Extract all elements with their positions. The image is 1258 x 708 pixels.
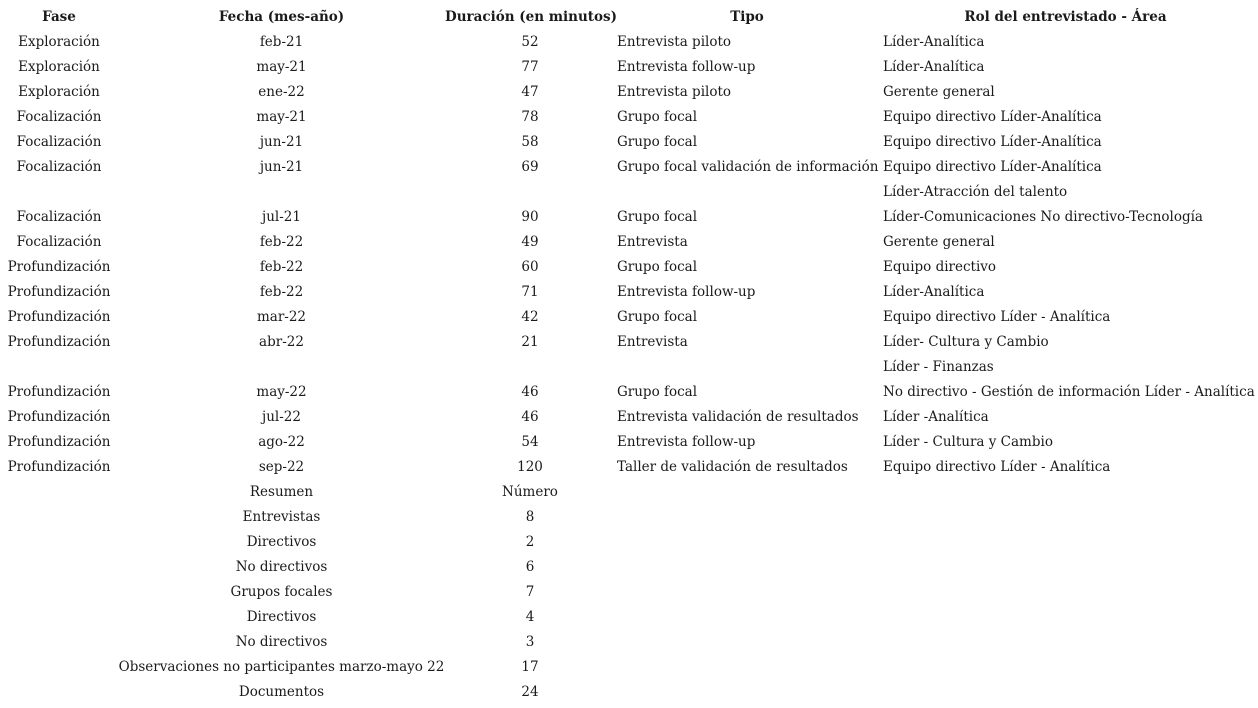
cell-tipo bbox=[617, 355, 879, 380]
cell-duracion: 46 bbox=[521, 384, 539, 400]
cell-rol: Equipo directivo bbox=[883, 259, 997, 275]
cell-fase: Profundización bbox=[7, 284, 111, 300]
cell-rol: Líder - Finanzas bbox=[883, 359, 994, 375]
table-row bbox=[0, 280, 1258, 305]
cell-duracion: 90 bbox=[521, 209, 539, 225]
cell-fase: Focalización bbox=[16, 134, 102, 150]
cell-fecha bbox=[118, 355, 445, 380]
cell-fase: Profundización bbox=[7, 409, 111, 425]
summary-value: 4 bbox=[525, 609, 535, 625]
cell-fecha: may-21 bbox=[256, 59, 307, 75]
summary-value: 24 bbox=[521, 684, 539, 700]
cell-fecha: jul-21 bbox=[262, 209, 301, 225]
table-row bbox=[0, 180, 1258, 205]
cell-fecha: feb-22 bbox=[259, 284, 304, 300]
summary-row bbox=[0, 655, 1258, 680]
cell-rol: Equipo directivo Líder - Analítica bbox=[883, 459, 1111, 475]
summary-label: Entrevistas bbox=[242, 509, 321, 525]
cell-fase bbox=[0, 355, 118, 380]
header-fase: Fase bbox=[42, 9, 76, 25]
cell-duracion: 42 bbox=[521, 309, 539, 325]
cell-tipo: Entrevista validación de resultados bbox=[617, 409, 859, 425]
header-tipo: Tipo bbox=[730, 9, 764, 25]
cell-tipo bbox=[617, 180, 879, 205]
cell-rol: Líder -Analítica bbox=[883, 409, 989, 425]
cell-tipo: Entrevista bbox=[617, 234, 688, 250]
cell-fecha: feb-22 bbox=[259, 234, 304, 250]
cell-fase: Profundización bbox=[7, 259, 111, 275]
cell-rol: Líder- Cultura y Cambio bbox=[883, 334, 1049, 350]
cell-fecha: sep-22 bbox=[258, 459, 305, 475]
summary-value: 7 bbox=[525, 584, 535, 600]
cell-duracion: 71 bbox=[521, 284, 539, 300]
cell-fecha: ene-22 bbox=[258, 84, 305, 100]
cell-fecha: abr-22 bbox=[259, 334, 304, 350]
cell-duracion: 47 bbox=[521, 84, 539, 100]
cell-tipo: Grupo focal bbox=[617, 309, 698, 325]
summary-row bbox=[0, 605, 1258, 630]
summary-label: No directivos bbox=[235, 634, 328, 650]
summary-header-value: Número bbox=[502, 484, 558, 500]
summary-value: 17 bbox=[521, 659, 539, 675]
cell-fase: Profundización bbox=[7, 309, 111, 325]
cell-fase: Profundización bbox=[7, 459, 111, 475]
summary-section bbox=[0, 480, 1258, 705]
cell-fecha bbox=[118, 180, 445, 205]
summary-row bbox=[0, 530, 1258, 555]
cell-tipo: Grupo focal validación de información bbox=[617, 159, 879, 175]
table-row bbox=[0, 430, 1258, 455]
summary-label: Directivos bbox=[246, 534, 317, 550]
cell-fase: Exploración bbox=[18, 34, 100, 50]
cell-fase: Profundización bbox=[7, 434, 111, 450]
summary-label: Documentos bbox=[238, 684, 325, 700]
cell-tipo: Grupo focal bbox=[617, 209, 698, 225]
cell-duracion: 58 bbox=[521, 134, 539, 150]
cell-fase: Focalización bbox=[16, 109, 102, 125]
cell-rol: Líder-Analítica bbox=[883, 284, 985, 300]
header-rol: Rol del entrevistado - Área bbox=[964, 9, 1167, 25]
cell-fase bbox=[0, 180, 118, 205]
cell-fecha: jun-21 bbox=[259, 159, 304, 175]
cell-tipo: Entrevista bbox=[617, 334, 688, 350]
summary-label: No directivos bbox=[235, 559, 328, 575]
cell-duracion: 78 bbox=[521, 109, 539, 125]
cell-rol: Líder-Analítica bbox=[883, 59, 985, 75]
cell-rol: Equipo directivo Líder-Analítica bbox=[883, 134, 1102, 150]
cell-rol: Equipo directivo Líder - Analítica bbox=[883, 309, 1111, 325]
cell-fecha: feb-21 bbox=[259, 34, 304, 50]
table-row bbox=[0, 255, 1258, 280]
cell-tipo: Entrevista follow-up bbox=[617, 434, 756, 450]
table-row bbox=[0, 80, 1258, 105]
table-row bbox=[0, 305, 1258, 330]
summary-value: 6 bbox=[525, 559, 535, 575]
table-row bbox=[0, 30, 1258, 55]
cell-duracion: 52 bbox=[521, 34, 539, 50]
cell-duracion bbox=[445, 180, 615, 205]
cell-fecha: mar-22 bbox=[256, 309, 307, 325]
summary-value: 8 bbox=[525, 509, 535, 525]
summary-header-row bbox=[0, 480, 1258, 505]
cell-fecha: feb-22 bbox=[259, 259, 304, 275]
cell-fase: Profundización bbox=[7, 334, 111, 350]
cell-duracion: 77 bbox=[521, 59, 539, 75]
cell-duracion: 69 bbox=[521, 159, 539, 175]
table-header bbox=[0, 5, 1258, 30]
header-fecha: Fecha (mes-año) bbox=[218, 9, 345, 25]
cell-rol: Equipo directivo Líder-Analítica bbox=[883, 159, 1102, 175]
cell-rol: Equipo directivo Líder-Analítica bbox=[883, 109, 1102, 125]
table-row bbox=[0, 130, 1258, 155]
summary-value: 2 bbox=[525, 534, 535, 550]
summary-row bbox=[0, 630, 1258, 655]
summary-row bbox=[0, 680, 1258, 705]
cell-fecha: may-21 bbox=[256, 109, 307, 125]
summary-header-label: Resumen bbox=[249, 484, 314, 500]
summary-row bbox=[0, 555, 1258, 580]
cell-duracion: 120 bbox=[517, 459, 543, 475]
table-row bbox=[0, 330, 1258, 355]
cell-fase: Focalización bbox=[16, 234, 102, 250]
table-row bbox=[0, 155, 1258, 180]
cell-tipo: Taller de validación de resultados bbox=[617, 459, 848, 475]
cell-rol: Líder - Cultura y Cambio bbox=[883, 434, 1053, 450]
cell-tipo: Grupo focal bbox=[617, 134, 698, 150]
cell-fase: Exploración bbox=[18, 84, 100, 100]
cell-fecha: jun-21 bbox=[259, 134, 304, 150]
interview-table bbox=[0, 5, 1258, 705]
table-row bbox=[0, 55, 1258, 80]
cell-duracion: 49 bbox=[521, 234, 539, 250]
cell-fase: Profundización bbox=[7, 384, 111, 400]
table-row bbox=[0, 355, 1258, 380]
summary-row bbox=[0, 505, 1258, 530]
cell-fecha: ago-22 bbox=[258, 434, 305, 450]
cell-duracion: 54 bbox=[521, 434, 539, 450]
cell-tipo: Entrevista follow-up bbox=[617, 284, 756, 300]
cell-duracion: 46 bbox=[521, 409, 539, 425]
cell-tipo: Entrevista piloto bbox=[617, 34, 732, 50]
cell-tipo: Entrevista follow-up bbox=[617, 59, 756, 75]
summary-body bbox=[0, 505, 1258, 705]
summary-label: Directivos bbox=[246, 609, 317, 625]
cell-duracion: 60 bbox=[521, 259, 539, 275]
summary-row bbox=[0, 580, 1258, 605]
cell-fase: Focalización bbox=[16, 159, 102, 175]
cell-tipo: Grupo focal bbox=[617, 259, 698, 275]
cell-rol: Líder-Analítica bbox=[883, 34, 985, 50]
table-row bbox=[0, 380, 1258, 405]
summary-label: Grupos focales bbox=[230, 584, 333, 600]
cell-duracion: 21 bbox=[521, 334, 539, 350]
table-row bbox=[0, 405, 1258, 430]
cell-rol: No directivo - Gestión de información Líder - Analítica bbox=[883, 384, 1255, 400]
cell-rol: Gerente general bbox=[883, 234, 995, 250]
header-duracion: Duración (en minutos) bbox=[445, 9, 618, 25]
cell-rol: Líder-Comunicaciones No directivo-Tecnología bbox=[883, 209, 1203, 225]
table-row bbox=[0, 455, 1258, 480]
table-row bbox=[0, 230, 1258, 255]
table-row bbox=[0, 105, 1258, 130]
cell-duracion bbox=[445, 355, 615, 380]
cell-rol: Gerente general bbox=[883, 84, 995, 100]
cell-tipo: Grupo focal bbox=[617, 384, 698, 400]
cell-tipo: Entrevista piloto bbox=[617, 84, 732, 100]
cell-fecha: may-22 bbox=[256, 384, 307, 400]
table-body bbox=[0, 30, 1258, 480]
cell-fase: Focalización bbox=[16, 209, 102, 225]
summary-value: 3 bbox=[525, 634, 535, 650]
cell-tipo: Grupo focal bbox=[617, 109, 698, 125]
cell-fase: Exploración bbox=[18, 59, 100, 75]
cell-fecha: jul-22 bbox=[262, 409, 301, 425]
summary-label: Observaciones no participantes marzo-mayo 22 bbox=[118, 659, 445, 675]
table-row bbox=[0, 205, 1258, 230]
cell-rol: Líder-Atracción del talento bbox=[883, 184, 1068, 200]
